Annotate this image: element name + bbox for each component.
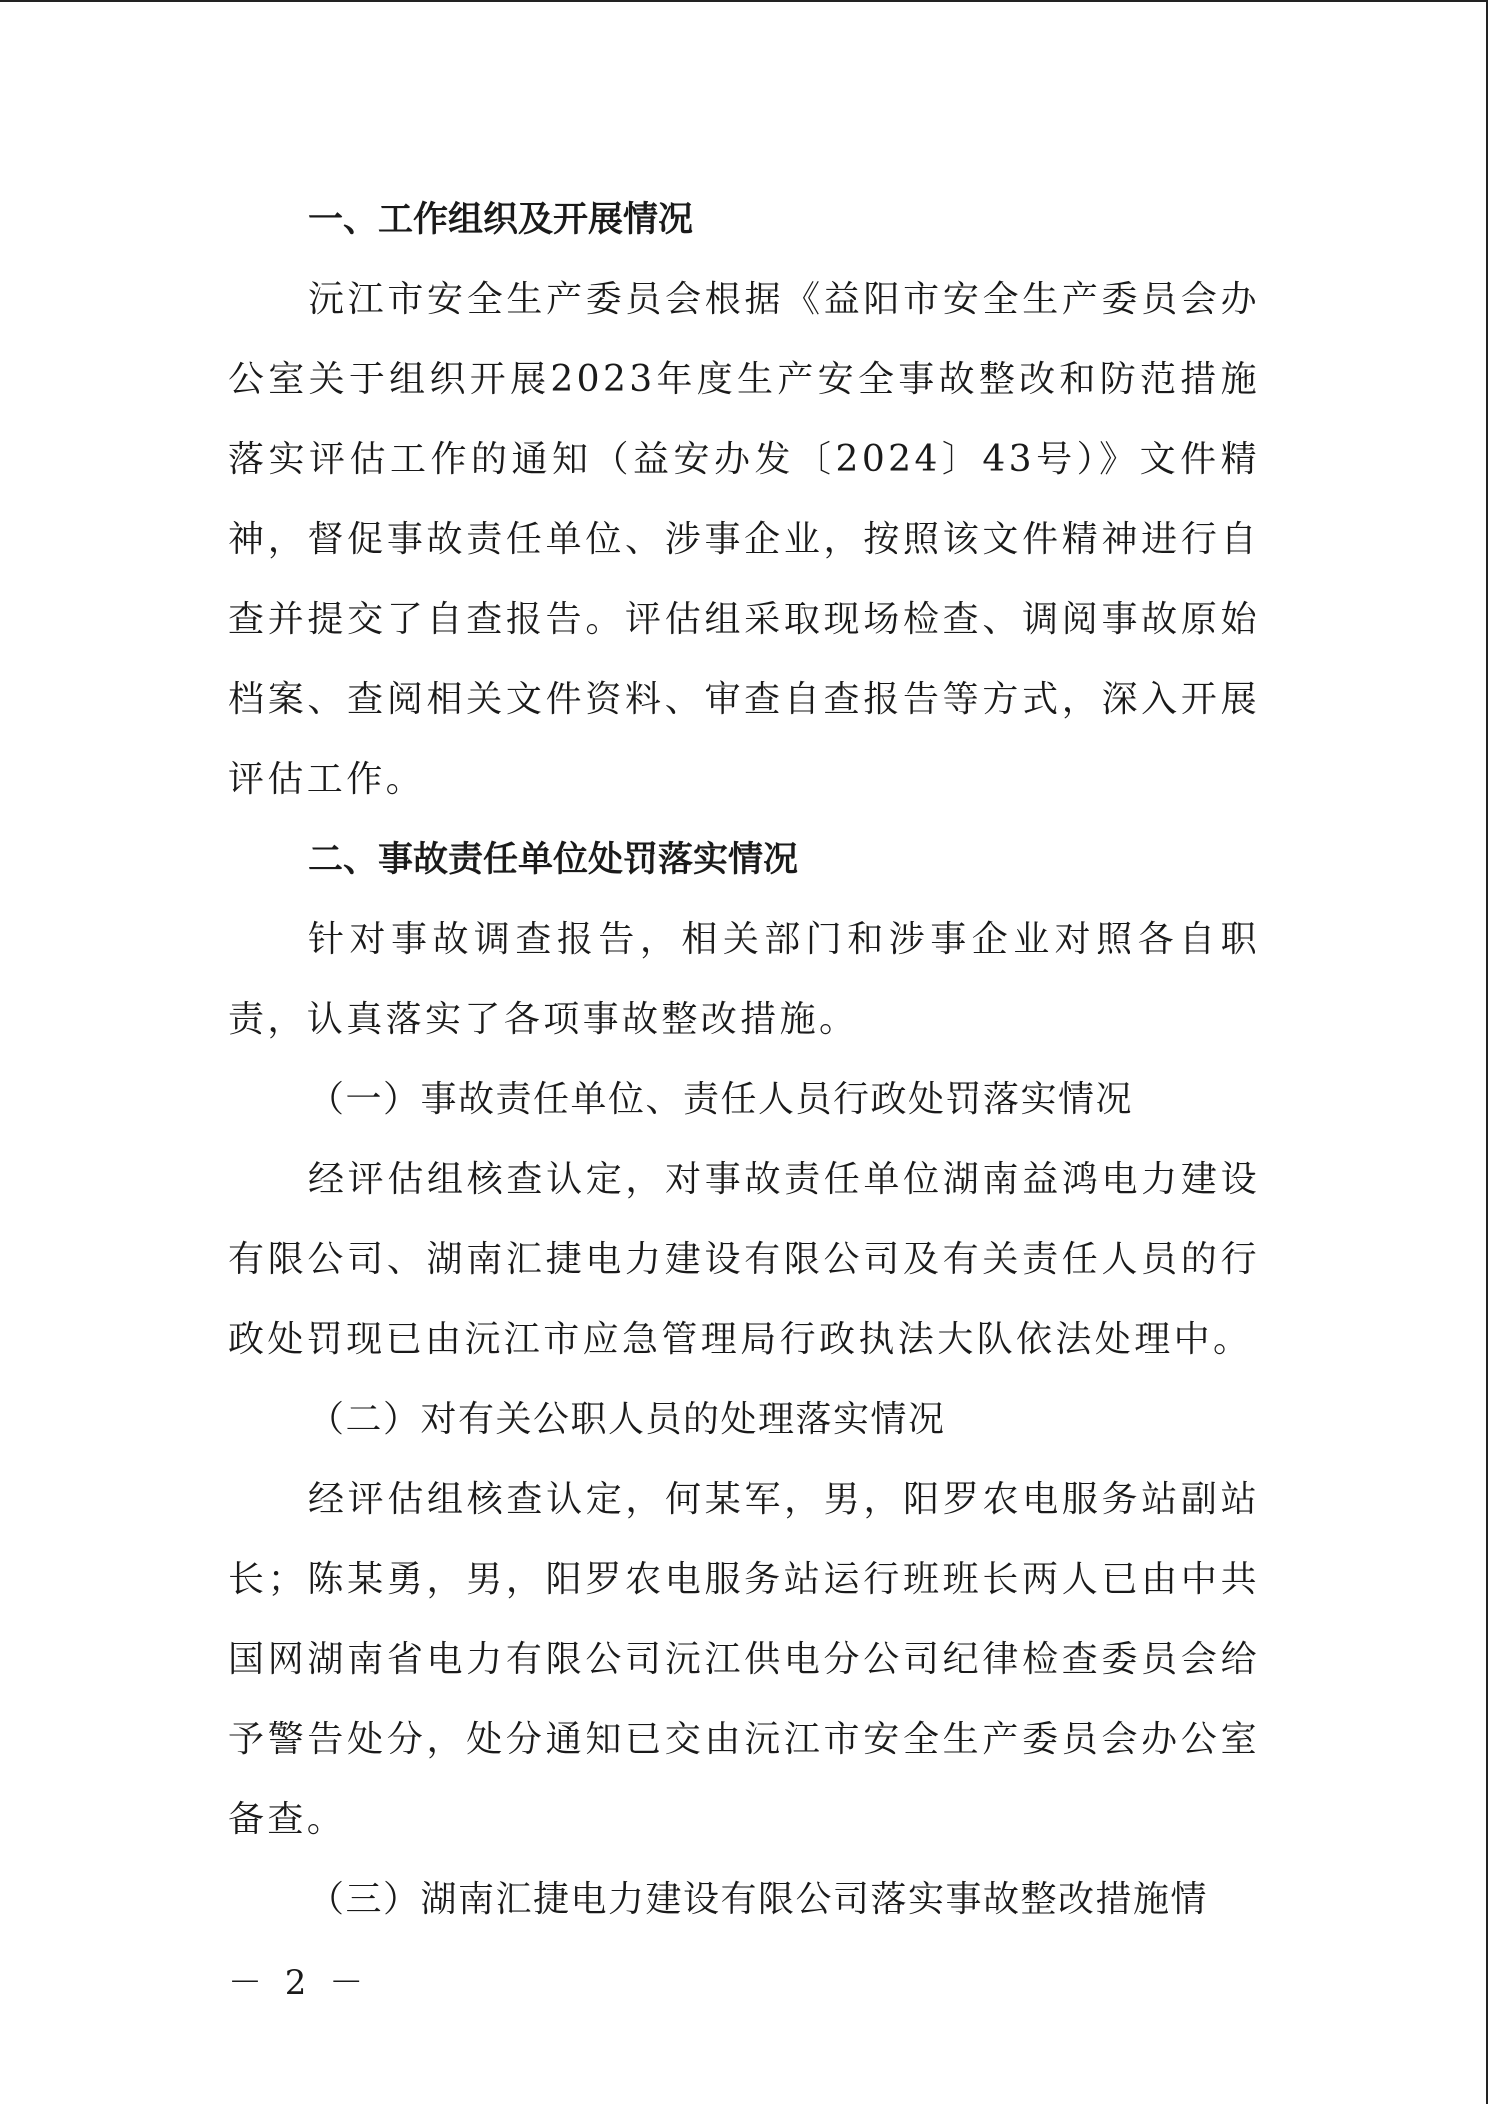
document-body [228,180,1260,1940]
section-1-paragraph: 沅江市安全生产委员会根据《益阳市安全生产委员会办公室关于组织开展2023年度生产安全事故整改和防范措施落实评估工作的通知（益安办发〔2024〕43号）》文件精神，督促事故责任单位、涉事企业，按照该文件精神进行自查并提交了自查报告。评估组采取现场检查、调阅事故原始档案、查阅相关文件资料、审查自查报告等方式，深入开展评估工作。 [228,279,1260,800]
section-2-intro-paragraph: 针对事故调查报告，相关部门和涉事企业对照各自职责，认真落实了各项事故整改措施。 [228,919,1260,1040]
subsection-1-title: （一）事故责任单位、责任人员行政处罚落实情况 [308,1079,1134,1120]
subsection-2-paragraph: 经评估组核查认定，何某军，男，阳罗农电服务站副站长；陈某勇，男，阳罗农电服务站运行班班长两人已由中共国网湖南省电力有限公司沅江供电分公司纪律检查委员会给予警告处分，处分通知已交由沅江市安全生产委员会办公室备查。 [228,1479,1260,1840]
page-top-border [0,0,1488,2]
subsection-3-title: （三）湖南汇捷电力建设有限公司落实事故整改措施情 [308,1879,1209,1920]
page-number: － 2 － [228,1963,370,2003]
section-1-heading: 一、工作组织及开展情况 [308,200,694,240]
subsection-2-title: （二）对有关公职人员的处理落实情况 [308,1399,946,1440]
subsection-1-paragraph: 经评估组核查认定，对事故责任单位湖南益鸿电力建设有限公司、湖南汇捷电力建设有限公司及有关责任人员的行政处罚现已由沅江市应急管理局行政执法大队依法处理中。 [228,1159,1260,1360]
section-2-heading: 二、事故责任单位处罚落实情况 [308,840,799,880]
